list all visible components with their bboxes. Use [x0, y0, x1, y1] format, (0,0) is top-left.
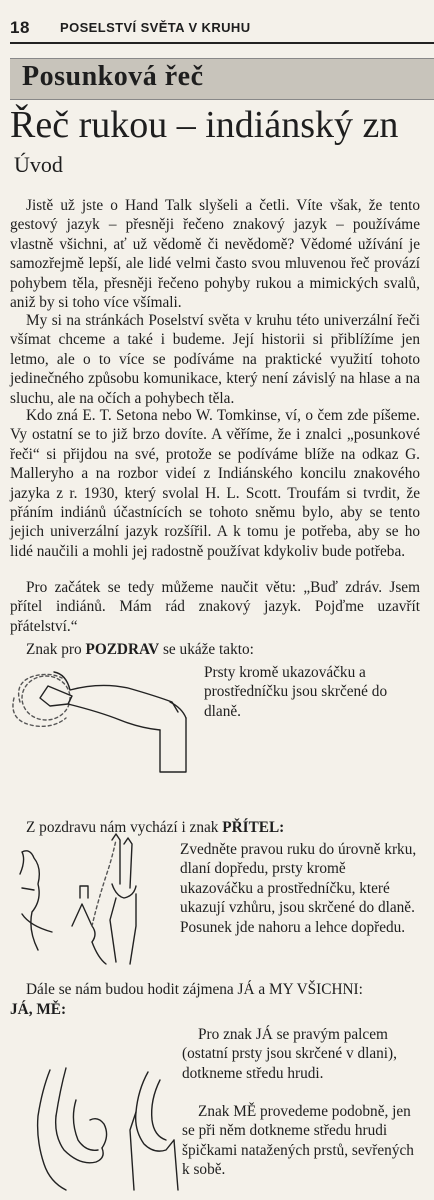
header-rule	[10, 42, 434, 44]
section-banner	[10, 58, 434, 100]
ja-intro: Dále se nám budou hodit zájmena JÁ a MY VŠICHNI:	[26, 981, 363, 998]
ja-term-line	[10, 1000, 66, 1019]
pritel-motion-path	[12, 830, 182, 970]
ja-hand-drawing	[10, 1060, 185, 1200]
paragraph-4: Pro začátek se tedy můžeme naučit větu: „Buď zdráv. Jsem přítel indiánů. Mám rád znakový jazyk. Pojďme uzavřít přátelství.“	[10, 579, 420, 635]
ja-term: JÁ, MĚ:	[10, 1001, 67, 1018]
magazine-name: POSELSTVÍ SVĚTA V KRUHU	[60, 20, 251, 35]
paragraph-1: Jistě už jste o Hand Talk slyšeli a četli. Víte však, že tento gestový jazyk – přesněji řečeno znakový jazyk – používáme vlastně všichni, ať už vědomě či nevědomě? Vědomé užívání je samozřejmě lepší, ale lidé velmi často svou mluvenou řeč provází pohybem těla, přesněji řečeno pohyby rukou a mimických svalů, aniž by si toho více všímali.	[10, 197, 420, 312]
pozdrav-outro: se ukáže takto:	[162, 641, 254, 658]
pritel-description: Zvedněte pravou ruku do úrovně krku, dlaní dopředu, prsty kromě ukazováčku a prostředníčku, které ukazují vzhůru, jsou skrčené do dlaně. Posunek jde nahoru a lehce dopředu.	[180, 841, 417, 936]
paragraph-2: My si na stránkách Poselství světa v kruhu této univerzální řeči všímat chceme a také i budeme. Její historii si přiblížíme jen letmo, ale o to více se podíváme na praktické využití tohoto jedinečného způsobu komunikace, který není závislý na hlase a na sluchu, ale na očích a pohybech těla.	[10, 312, 420, 407]
pozdrav-intro: Znak pro	[26, 641, 82, 658]
pozdrav-intro-line	[26, 640, 254, 659]
pritel-term: PŘÍTEL:	[222, 819, 285, 836]
ja-description-2: Znak MĚ provedeme podobně, jen se při něm dotkneme středu hrudi špičkami natažených prstů, sevřených k sobě.	[182, 1103, 414, 1179]
ja-intro-line	[26, 980, 363, 999]
article-subtitle: Úvod	[14, 152, 63, 177]
pozdrav-term: POZDRAV	[85, 641, 160, 658]
running-header	[10, 18, 434, 38]
section-title: Posunková řeč	[22, 61, 204, 92]
ja-description-1: Pro znak JÁ se pravým palcem (ostatní prsty jsou skrčené v dlani), dotkneme středu hrudi.	[182, 1026, 397, 1082]
pozdrav-hand-drawing	[10, 662, 200, 792]
pozdrav-description: Prsty kromě ukazováčku a prostředníčku jsou skrčené do dlaně.	[204, 664, 388, 720]
article-title: Řeč rukou – indiánský zn	[10, 104, 399, 146]
pritel-intro: Z pozdravu nám vychází i znak	[26, 819, 219, 836]
paragraph-3: Kdo zná E. T. Setona nebo W. Tomkinse, ví, o čem zde píšeme. Vy ostatní se to již brzo dovíte. A věříme, že i znalci „posunkové řeči“ si přijdou na své, protože se podíváme blíže na odkaz G. Malleryho a na rozbor videí z Indiánského koncilu znakového jazyka z r. 1930, který svolal H. L. Scott. Troufám si tvrdit, že přáním indiánů účastnících se tohoto sněmu bylo, aby se tento jejich univerzální jazyk rozšířil. A k tomu je potřeba, aby se ho lidé naučili a mohli jej radostně používat kdykoliv bude potřeba.	[10, 407, 420, 560]
page-number: 18	[10, 18, 30, 37]
